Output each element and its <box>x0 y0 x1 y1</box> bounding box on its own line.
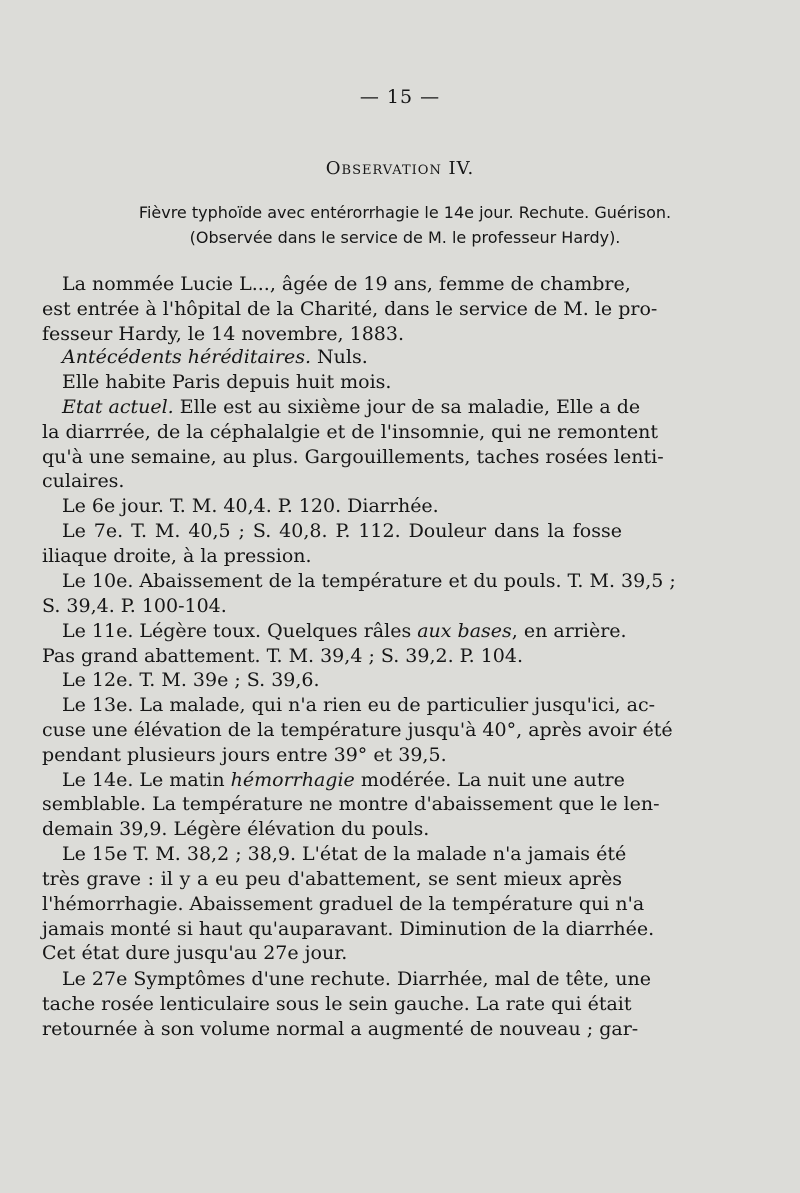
body-line: Le 12e. T. M. 39e ; S. 39,6. <box>62 669 320 691</box>
body-line: cuse une élévation de la température jusqu'à 40°, après avoir été <box>42 719 673 741</box>
body-line: Le 15e T. M. 38,2 ; 38,9. L'état de la malade n'a jamais été <box>62 843 627 865</box>
body-line: Le 27e Symptômes d'une rechute. Diarrhée, mal de tête, une <box>62 968 652 990</box>
body-line: fesseur Hardy, le 14 novembre, 1883. <box>42 323 405 345</box>
body-line: qu'à une semaine, au plus. Gargouillements, taches rosées lenti- <box>42 446 664 468</box>
body-line: Etat actuel. Elle est au sixième jour de sa maladie, Elle a de <box>62 396 641 418</box>
body-line: S. 39,4. P. 100-104. <box>42 595 227 617</box>
body-line: pendant plusieurs jours entre 39° et 39,5. <box>42 744 447 766</box>
body-line: Le 14e. Le matin hémorrhagie modérée. La nuit une autre <box>62 769 625 791</box>
body-line: culaires. <box>42 470 125 492</box>
body-line: l'hémorrhagie. Abaissement graduel de la température qui n'a <box>42 893 645 915</box>
italic-heading: Antécédents héréditaires. <box>62 346 311 368</box>
body-line: jamais monté si haut qu'auparavant. Diminution de la diarrhée. <box>42 918 655 940</box>
body-line: Le 13e. La malade, qui n'a rien eu de particulier jusqu'ici, ac- <box>62 694 656 716</box>
italic-text: aux bases <box>417 620 512 642</box>
italic-heading: Etat actuel. <box>62 396 174 418</box>
body-line: Pas grand abattement. T. M. 39,4 ; S. 39,2. P. 104. <box>42 645 524 667</box>
body-line: Le 10e. Abaissement de la température et du pouls. T. M. 39,5 ; <box>62 570 676 592</box>
body-line: Elle habite Paris depuis huit mois. <box>62 371 392 393</box>
body-line: la diarrrée, de la céphalalgie et de l'insomnie, qui ne remontent <box>42 421 658 443</box>
body-line: tache rosée lenticulaire sous le sein gauche. La rate qui était <box>42 993 632 1015</box>
body-line: iliaque droite, à la pression. <box>42 545 312 567</box>
observation-title: Observation IV. <box>325 158 475 179</box>
body-line: Cet état dure jusqu'au 27e jour. <box>42 942 348 964</box>
body-line: est entrée à l'hôpital de la Charité, dans le service de M. le pro- <box>42 298 658 320</box>
subtitle-line-2: (Observée dans le service de M. le professeur Hardy). <box>189 228 621 247</box>
subtitle-line-1: Fièvre typhoïde avec entérorrhagie le 14e jour. Rechute. Guérison. <box>138 203 672 222</box>
italic-text: hémorrhagie <box>230 769 355 791</box>
body-line: retournée à son volume normal a augmenté de nouveau ; gar- <box>42 1018 639 1040</box>
page-number: — 15 — <box>359 86 441 108</box>
body-line: Antécédents héréditaires. Nuls. <box>62 346 368 368</box>
body-line: semblable. La température ne montre d'abaissement que le len- <box>42 793 660 815</box>
body-line: Le 7e. T. M. 40,5 ; S. 40,8. P. 112. Douleur dans la fosse <box>62 520 622 542</box>
body-line: Le 11e. Légère toux. Quelques râles aux bases, en arrière. <box>62 620 627 642</box>
body-line: demain 39,9. Légère élévation du pouls. <box>42 818 430 840</box>
body-line: très grave : il y a eu peu d'abattement, se sent mieux après <box>42 868 622 890</box>
body-line: Le 6e jour. T. M. 40,4. P. 120. Diarrhée. <box>62 495 439 517</box>
body-line: La nommée Lucie L..., âgée de 19 ans, femme de chambre, <box>62 273 631 295</box>
